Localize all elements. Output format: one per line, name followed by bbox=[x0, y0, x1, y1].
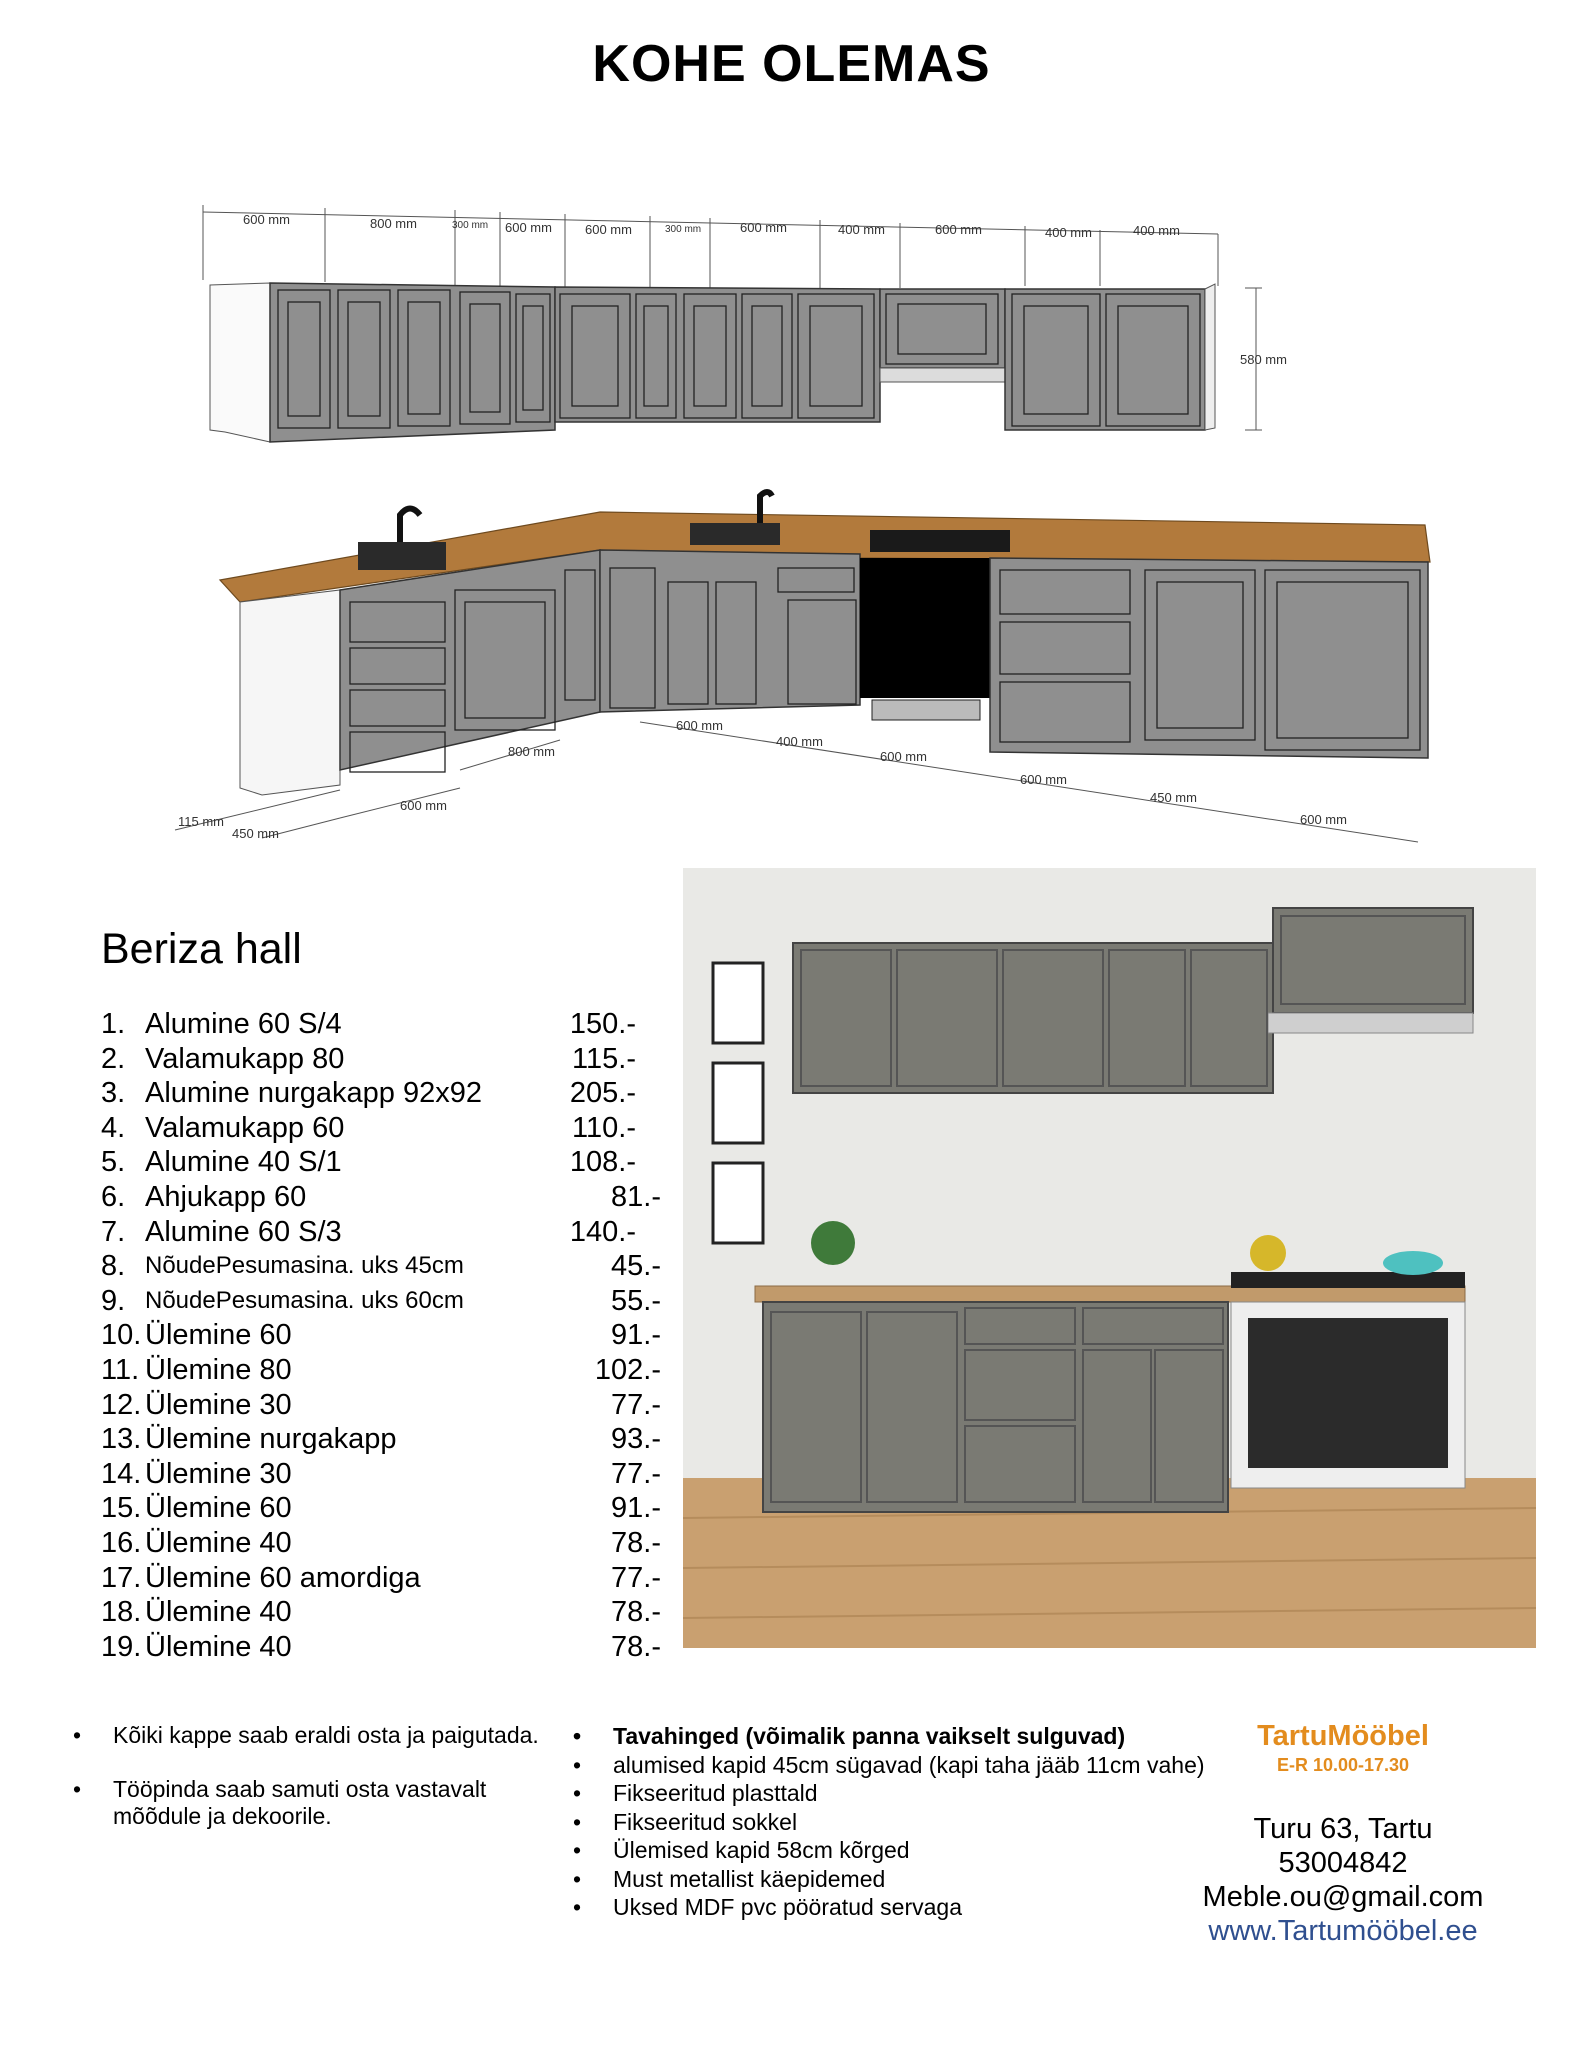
dim-label: 600 mm bbox=[1300, 812, 1347, 827]
price-list-item bbox=[101, 1388, 661, 1423]
item-price: 55.- bbox=[611, 1284, 661, 1317]
dim-label: 580 mm bbox=[1240, 352, 1287, 367]
item-name: Ülemine 60 bbox=[145, 1319, 292, 1352]
dim-label: 450 mm bbox=[1150, 790, 1197, 805]
price-list-item bbox=[101, 1491, 661, 1526]
item-price: 150.- bbox=[569, 1008, 636, 1040]
price-list-item bbox=[101, 1526, 661, 1561]
item-price: 93.- bbox=[611, 1423, 661, 1456]
price-list-item bbox=[101, 1007, 661, 1042]
product-name: Beriza hall bbox=[101, 925, 302, 973]
notes-features bbox=[573, 1722, 1213, 1922]
item-price: 91.- bbox=[611, 1492, 661, 1525]
item-name: Alumine nurgakapp 92x92 bbox=[145, 1077, 482, 1110]
feature-item: • Ülemised kapid 58cm kõrged bbox=[573, 1836, 1213, 1865]
dim-label: 600 mm bbox=[400, 798, 447, 813]
item-name: Valamukapp 80 bbox=[145, 1042, 345, 1075]
item-number: 6. bbox=[101, 1180, 126, 1213]
item-number: 11. bbox=[101, 1353, 140, 1386]
feature-item: • Fikseeritud plasttald bbox=[573, 1779, 1213, 1808]
item-number: 10. bbox=[101, 1319, 142, 1352]
website-link[interactable]: www.Tartumööbel.ee bbox=[1208, 1915, 1478, 1947]
dim-label: 115 mm bbox=[178, 814, 224, 829]
price-list-item bbox=[101, 1042, 661, 1077]
address: Turu 63, Tartu bbox=[1253, 1813, 1433, 1845]
item-number: 17. bbox=[101, 1561, 142, 1594]
kitchen-photo bbox=[683, 868, 1536, 1648]
item-number: 2. bbox=[101, 1042, 126, 1075]
item-name: NõudePesumasina. uks 45cm bbox=[145, 1252, 464, 1280]
feature-item: • Uksed MDF pvc pööratud servaga bbox=[573, 1893, 1213, 1922]
item-number: 8. bbox=[101, 1250, 126, 1283]
item-price: 102.- bbox=[594, 1353, 661, 1386]
price-list-item bbox=[101, 1076, 661, 1111]
dim-label: 450 mm bbox=[232, 826, 279, 841]
price-list-item bbox=[101, 1145, 661, 1180]
contact-block bbox=[1163, 1812, 1523, 1948]
item-number: 18. bbox=[101, 1596, 142, 1629]
dim-label: 600 mm bbox=[1020, 772, 1067, 787]
item-number: 12. bbox=[101, 1388, 142, 1421]
item-name: Alumine 60 S/4 bbox=[145, 1008, 342, 1040]
brand-block bbox=[1233, 1720, 1453, 1776]
notes-left bbox=[73, 1722, 553, 1857]
price-list-item bbox=[101, 1457, 661, 1492]
item-number: 16. bbox=[101, 1526, 142, 1559]
item-name: Ahjukapp 60 bbox=[145, 1180, 307, 1213]
item-price: 77.- bbox=[611, 1561, 661, 1594]
price-list-item bbox=[101, 1284, 661, 1319]
dim-label: 600 mm bbox=[880, 749, 927, 764]
price-list-item bbox=[101, 1318, 661, 1353]
dim-label: 800 mm bbox=[370, 216, 417, 231]
item-number: 15. bbox=[101, 1492, 142, 1525]
dim-label: 600 mm bbox=[243, 212, 290, 227]
item-name: Ülemine nurgakapp bbox=[145, 1423, 397, 1456]
item-price: 45.- bbox=[611, 1250, 661, 1283]
item-price: 78.- bbox=[611, 1526, 661, 1559]
dim-label: 400 mm bbox=[838, 222, 885, 237]
item-price: 115.- bbox=[572, 1042, 636, 1075]
item-name: Valamukapp 60 bbox=[145, 1111, 345, 1144]
item-price: 140.- bbox=[569, 1215, 636, 1248]
item-number: 14. bbox=[101, 1457, 142, 1490]
item-name: Ülemine 30 bbox=[145, 1457, 292, 1490]
item-number: 9. bbox=[101, 1284, 126, 1317]
dim-label: 600 mm bbox=[740, 220, 787, 235]
item-name: Ülemine 80 bbox=[145, 1353, 292, 1386]
item-number: 7. bbox=[101, 1215, 126, 1248]
price-list-item bbox=[101, 1422, 661, 1457]
phone: 53004842 bbox=[1278, 1847, 1408, 1879]
price-list-item bbox=[101, 1561, 661, 1596]
dim-label: 800 mm bbox=[508, 744, 555, 759]
note-item: • Kõiki kappe saab eraldi osta ja paigutada. bbox=[73, 1722, 553, 1749]
item-number: 13. bbox=[101, 1423, 142, 1456]
note-item: • Tööpinda saab samuti osta vastavalt mõõdule ja dekoorile. bbox=[73, 1776, 553, 1830]
item-price: 78.- bbox=[611, 1596, 661, 1629]
price-list-item bbox=[101, 1595, 661, 1630]
item-number: 3. bbox=[101, 1077, 126, 1110]
item-name: Alumine 40 S/1 bbox=[145, 1146, 342, 1179]
feature-item: • Tavahinged (võimalik panna vaikselt sulguvad) bbox=[573, 1722, 1213, 1751]
price-list-item bbox=[101, 1180, 661, 1215]
page-title: KOHE OLEMAS bbox=[592, 35, 991, 93]
dim-label: 400 mm bbox=[1133, 223, 1180, 238]
item-name: Alumine 60 S/3 bbox=[145, 1215, 342, 1248]
item-name: NõudePesumasina. uks 60cm bbox=[145, 1286, 464, 1314]
item-price: 91.- bbox=[611, 1319, 661, 1352]
lower-cabinets bbox=[240, 550, 1428, 795]
item-price: 81.- bbox=[611, 1180, 661, 1213]
item-price: 110.- bbox=[572, 1111, 636, 1144]
dim-label: 400 mm bbox=[776, 734, 823, 749]
price-list-item bbox=[101, 1249, 661, 1284]
feature-item: • Fikseeritud sokkel bbox=[573, 1808, 1213, 1837]
brand-name: TartuMööbel bbox=[1257, 1720, 1429, 1752]
price-list bbox=[101, 1007, 661, 1664]
item-number: 1. bbox=[101, 1008, 126, 1040]
feature-item: • alumised kapid 45cm sügavad (kapi taha jääb 11cm vahe) bbox=[573, 1751, 1213, 1780]
item-price: 77.- bbox=[611, 1457, 661, 1490]
item-name: Ülemine 40 bbox=[145, 1596, 292, 1629]
dim-label: 600 mm bbox=[585, 222, 632, 237]
item-price: 205.- bbox=[569, 1077, 636, 1110]
dim-label: 300 mm bbox=[452, 220, 489, 231]
item-name: Ülemine 60 bbox=[145, 1492, 292, 1525]
item-number: 19. bbox=[101, 1630, 142, 1663]
item-price: 77.- bbox=[611, 1388, 661, 1421]
price-list-item bbox=[101, 1111, 661, 1146]
item-number: 4. bbox=[101, 1111, 126, 1144]
dim-label: 600 mm bbox=[505, 220, 552, 235]
item-name: Ülemine 60 amordiga bbox=[145, 1561, 421, 1594]
email[interactable]: Meble.ou@gmail.com bbox=[1202, 1881, 1484, 1913]
item-price: 78.- bbox=[611, 1630, 661, 1663]
dim-label: 600 mm bbox=[935, 222, 982, 237]
price-list-item bbox=[101, 1353, 661, 1388]
feature-item: • Must metallist käepidemed bbox=[573, 1865, 1213, 1894]
item-price: 108.- bbox=[569, 1146, 636, 1179]
dim-label: 600 mm bbox=[676, 718, 723, 733]
item-name: Ülemine 30 bbox=[145, 1388, 292, 1421]
dim-label: 400 mm bbox=[1045, 225, 1092, 240]
item-name: Ülemine 40 bbox=[145, 1630, 292, 1663]
price-list-item bbox=[101, 1630, 661, 1665]
price-list-item bbox=[101, 1215, 661, 1250]
dim-label: 300 mm bbox=[665, 224, 702, 235]
opening-hours: E-R 10.00-17.30 bbox=[1276, 1755, 1410, 1775]
item-name: Ülemine 40 bbox=[145, 1526, 292, 1559]
kitchen-technical-drawing bbox=[0, 190, 1583, 850]
item-number: 5. bbox=[101, 1146, 126, 1179]
